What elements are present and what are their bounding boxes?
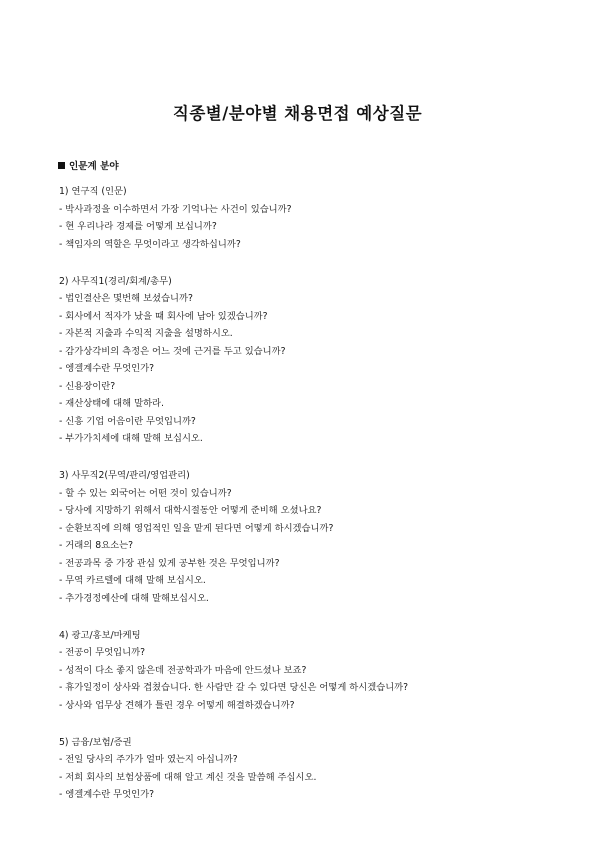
group-title: 3) 사무직2(무역/관리/영업관리) [59,470,190,482]
question-item: - 휴가일정이 상사와 겹쳤습니다. 한 사람만 갈 수 있다면 당신은 어떻게 하시겠습니까? [59,682,409,694]
question-item: - 책임자의 역할은 무엇이라고 생각하십니까? [59,238,241,250]
group-finance [59,734,559,804]
question-item: - 부가가치세에 대해 말해 보십시오. [59,433,203,445]
section-heading [58,158,119,172]
group-research [59,183,559,253]
question-item: - 순환보직에 의해 영업적인 일을 맡게 된다면 어떻게 하시겠습니까? [59,522,334,534]
group-title: 2) 사무직1(경리/회계/총무) [59,275,172,287]
question-item: - 엥겔계수란 무엇인가? [59,789,155,801]
question-item: - 거래의 8요소는? [59,540,133,552]
question-item: - 성적이 다소 좋지 않은데 전공학과가 마음에 안드셨나 보죠? [59,664,307,676]
group-title: 5) 금융/보험/증권 [59,736,132,748]
question-item: - 상사와 업무상 견해가 틀린 경우 어떻게 해결하겠습니까? [59,699,295,711]
square-bullet-icon [58,162,65,169]
question-item: - 저희 회사의 보험상품에 대해 알고 계신 것을 말씀해 주십시오. [59,771,317,783]
question-list [59,183,559,823]
question-item: - 전공이 무엇입니까? [59,647,146,659]
question-item: - 감가상각비의 측정은 어느 것에 근거를 두고 있습니까? [59,345,286,357]
question-item: - 자본적 지출과 수익적 지출을 설명하시오. [59,328,233,340]
question-item: - 할 수 있는 외국어는 어떤 것이 있습니까? [59,487,232,499]
question-item: - 현 우리나라 경제를 어떻게 보십니까? [59,221,217,232]
group-title: 1) 연구직 (인문) [59,186,127,197]
group-office-2 [59,467,559,607]
group-marketing [59,627,559,715]
question-item: - 엥겔계수란 무엇인가? [59,363,155,375]
question-item: - 전일 당사의 주가가 얼마 였는지 아십니까? [59,754,238,766]
group-title: 4) 광고/홍보/마케팅 [59,629,141,641]
section-heading-label: 인문계 분야 [69,161,119,172]
question-item: - 무역 카르텔에 대해 말해 보십시오. [59,575,206,587]
question-item: - 전공과목 중 가장 관심 있게 공부한 것은 무엇입니까? [59,557,280,569]
question-item: - 재산상태에 대해 말하라. [59,398,164,410]
page-title: 직종별/분야별 채용면접 예상질문 [172,104,423,123]
question-item: - 당사에 지망하기 위해서 대학시절동안 어떻게 준비해 오셨나요? [59,505,322,517]
question-item: - 신흥 기업 어음이란 무엇입니까? [59,415,196,427]
question-item: - 추가경정예산에 대해 말해보십시오. [59,592,209,604]
question-item: - 법인결산은 몇번해 보셨습니까? [59,293,193,305]
question-item: - 박사과정을 이수하면서 가장 기억나는 사건이 있습니까? [59,203,292,215]
question-item: - 회사에서 적자가 났을 때 회사에 남아 있겠습니까? [59,310,268,322]
question-item: - 신용장이란? [59,380,116,392]
group-office-1 [59,273,559,448]
